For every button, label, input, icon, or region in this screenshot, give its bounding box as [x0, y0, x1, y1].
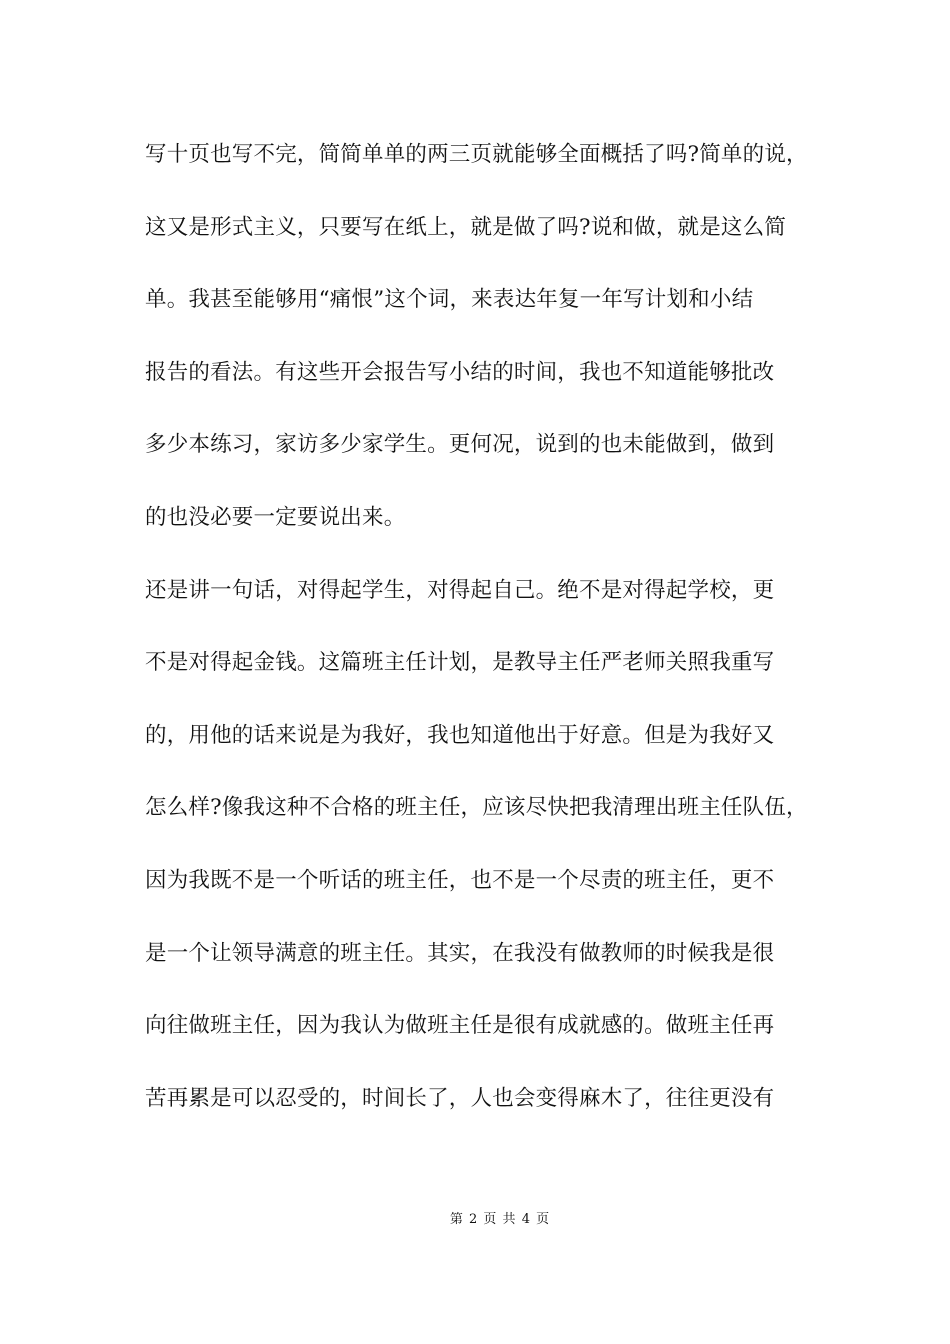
- text-line: 不是对得起金钱。这篇班主任计划，是教导主任严老师关照我重写: [145, 650, 775, 676]
- text-line: 是一个让领导满意的班主任。其实，在我没有做教师的时候我是很: [145, 940, 775, 966]
- text-line: 的也没必要一定要说出来。: [145, 504, 406, 530]
- text-line: 报告的看法。有这些开会报告写小结的时间，我也不知道能够批改: [145, 359, 775, 385]
- text-line: 的，用他的话来说是为我好，我也知道他出于好意。但是为我好又: [145, 722, 775, 748]
- text-line: 还是讲一句话，对得起学生，对得起自己。绝不是对得起学校，更: [145, 577, 775, 603]
- text-line: 多少本练习，家访多少家学生。更何况，说到的也未能做到，做到: [145, 432, 775, 458]
- body-text: [145, 133, 835, 1149]
- text-line: 向往做班主任，因为我认为做班主任是很有成就感的。做班主任再: [145, 1013, 775, 1039]
- text-line: 因为我既不是一个听话的班主任，也不是一个尽责的班主任，更不: [145, 867, 775, 893]
- text-line: 单。我甚至能够用“痛恨”这个词，来表达年复一年写计划和小结: [145, 287, 754, 313]
- text-line: 怎么样?像我这种不合格的班主任，应该尽快把我清理出班主任队伍，: [145, 795, 808, 821]
- text-line: 苦再累是可以忍受的，时间长了，人也会变得麻木了，往往更没有: [145, 1085, 775, 1111]
- text-line: 写十页也写不完，简简单单的两三页就能够全面概括了吗?简单的说，: [145, 142, 808, 167]
- text-line: 这又是形式主义，只要写在纸上，就是做了吗?说和做，就是这么简: [145, 214, 787, 240]
- page-number-footer: 第 2 页 共 4 页: [449, 1212, 551, 1227]
